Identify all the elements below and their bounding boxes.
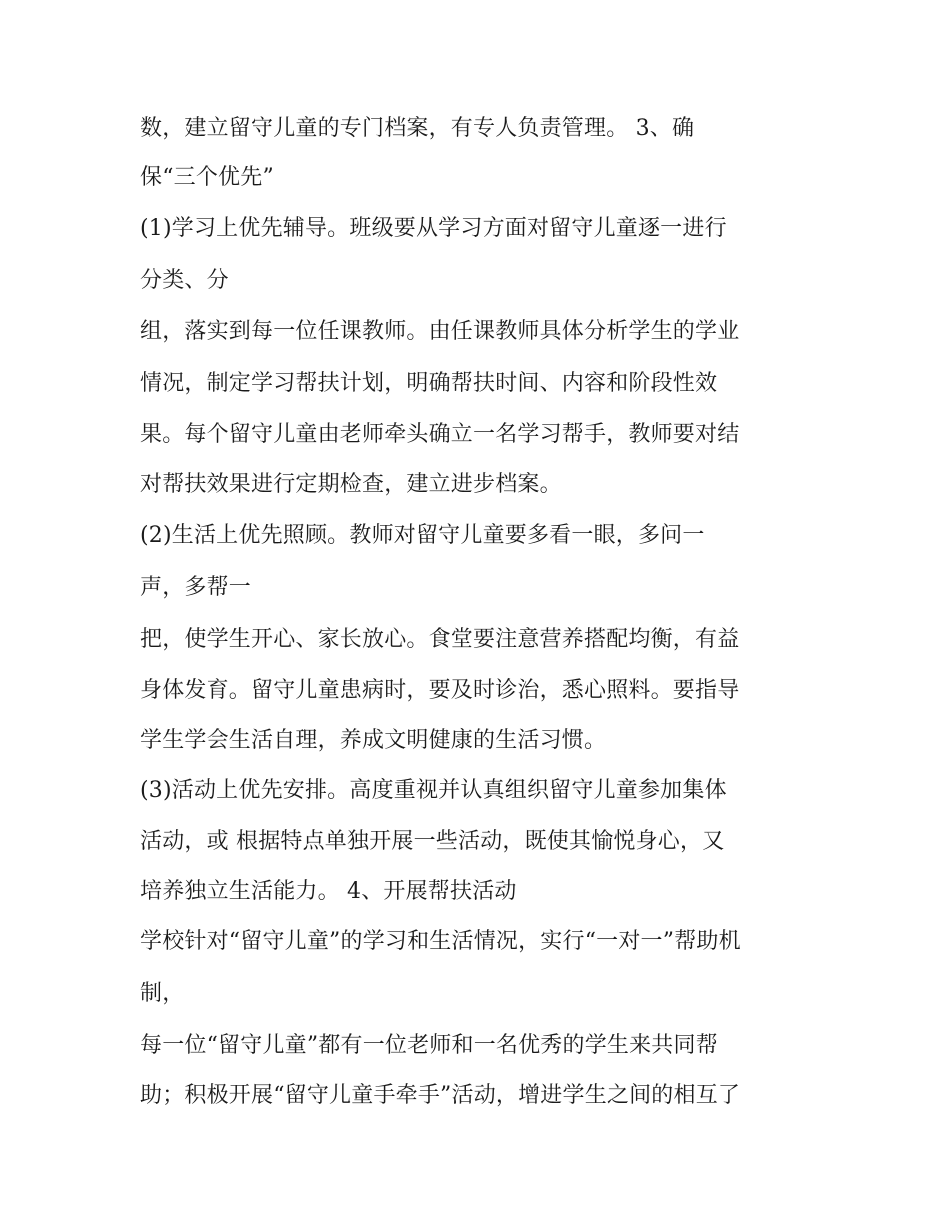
text-line: 分类、分 bbox=[140, 268, 229, 293]
text-line: 培养独立生活能力。 4、开展帮扶活动 bbox=[140, 879, 517, 904]
text-line: 每一位“留守儿童”都有一位老师和一名优秀的学生来共同帮 bbox=[140, 1033, 718, 1058]
text-line: (3)活动上优先安排。高度重视并认真组织留守儿童参加集体 bbox=[140, 778, 727, 803]
text-line: 组，落实到每一位任课教师。由任课教师具体分析学生的学业 bbox=[140, 319, 740, 344]
text-line: 果。每个留守儿童由老师牵头确立一名学习帮手，教师要对结 bbox=[140, 422, 740, 447]
text-line: 助；积极开展“留守儿童手牵手”活动，增进学生之间的相互了 bbox=[140, 1083, 741, 1108]
text-line: (2)生活上优先照顾。教师对留守儿童要多看一眼，多问一 bbox=[140, 523, 705, 548]
text-line: 把，使学生开心、家长放心。食堂要注意营养搭配均衡，有益 bbox=[140, 627, 740, 652]
text-line: 学生学会生活自理，养成文明健康的生活习惯。 bbox=[140, 728, 607, 753]
text-line: 对帮扶效果进行定期检查，建立进步档案。 bbox=[140, 472, 562, 497]
text-line: (1)学习上优先辅导。班级要从学习方面对留守儿童逐一进行 bbox=[140, 216, 727, 241]
text-line: 制， bbox=[140, 981, 185, 1006]
text-line: 声，多帮一 bbox=[140, 575, 252, 600]
text-line: 活动，或 根据特点单独开展一些活动，既使其愉悦身心，又 bbox=[140, 829, 725, 854]
text-line: 保“三个优先” bbox=[140, 165, 274, 190]
text-line: 情况，制定学习帮扶计划，明确帮扶时间、内容和阶段性效 bbox=[140, 371, 718, 396]
text-line: 学校针对“留守儿童”的学习和生活情况，实行“一对一”帮助机 bbox=[140, 929, 741, 954]
text-line: 身体发育。留守儿童患病时，要及时诊治，悉心照料。要指导 bbox=[140, 678, 740, 703]
text-line: 数，建立留守儿童的专门档案，有专人负责管理。 3、确 bbox=[140, 116, 695, 141]
